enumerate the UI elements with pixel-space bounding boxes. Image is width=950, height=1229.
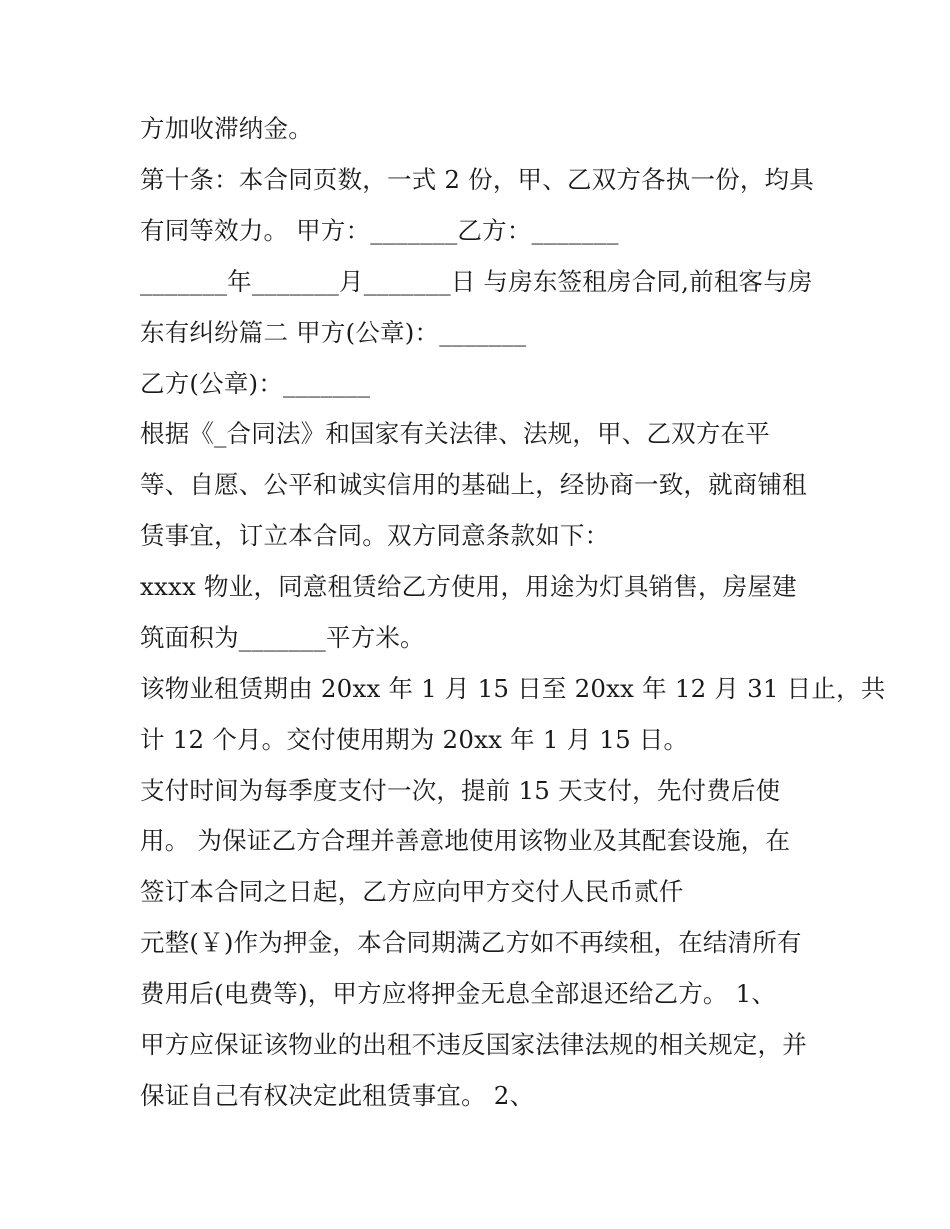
text-line: 用。 为保证乙方合理并善意地使用该物业及其配套设施，在 xyxy=(140,826,791,855)
text-line: 有同等效力。 甲方：_______乙方：_______ xyxy=(140,216,619,245)
text-line: 费用后(电费等)，甲方应将押金无息全部退还给乙方。 1、 xyxy=(140,979,777,1008)
text-line: 根据《_合同法》和国家有关法律、法规，甲、乙双方在平 xyxy=(140,419,770,448)
text-line: _______年_______月_______日 与房东签租房合同,前租客与房 xyxy=(140,267,813,296)
text-line: 保证自己有权决定此租赁事宜。 2、 xyxy=(140,1081,535,1110)
text-line: 甲方应保证该物业的出租不违反国家法律法规的相关规定，并 xyxy=(140,1030,807,1059)
text-line: 方加收滞纳金。 xyxy=(140,114,313,143)
text-line: 第十条：本合同页数，一式 2 份，甲、乙双方各执一份，均具 xyxy=(140,165,814,194)
text-line: 等、自愿、公平和诚实信用的基础上，经协商一致，就商铺租 xyxy=(140,470,807,499)
text-line: 该物业租赁期由 20xx 年 1 月 15 日至 20xx 年 12 月 31 日止，共 xyxy=(140,674,886,703)
text-line: 赁事宜，订立本合同。双方同意条款如下： xyxy=(140,521,610,550)
text-line: 东有纠纷篇二 甲方(公章)：_______ xyxy=(140,318,527,347)
text-line: 乙方(公章)：_______ xyxy=(140,369,371,398)
text-line: 签订本合同之日起，乙方应向甲方交付人民币贰仟 xyxy=(140,877,684,906)
text-line: 筑面积为_______平方米。 xyxy=(140,623,425,652)
text-line: 计 12 个月。交付使用期为 20xx 年 1 月 15 日。 xyxy=(140,725,689,754)
text-line: xxxx 物业，同意租赁给乙方使用，用途为灯具销售，房屋建 xyxy=(140,572,797,601)
text-line: 支付时间为每季度支付一次，提前 15 天支付，先付费后使 xyxy=(140,776,781,805)
text-line: 元整(￥)作为押金，本合同期满乙方如不再续租，在结清所有 xyxy=(140,928,802,957)
